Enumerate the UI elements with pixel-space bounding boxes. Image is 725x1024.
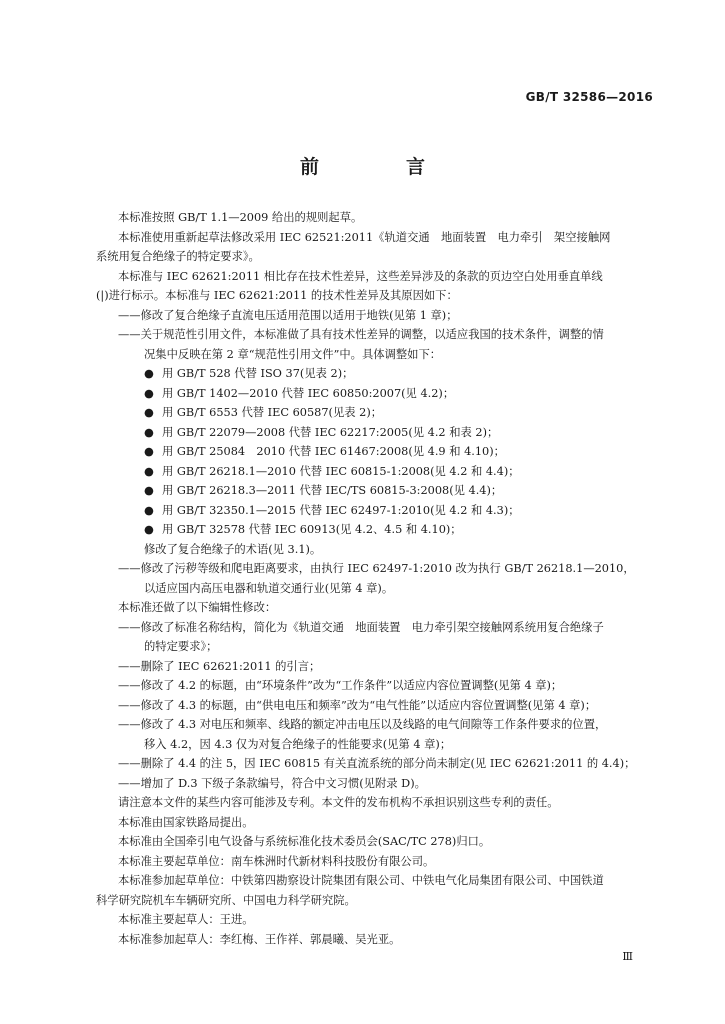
dash-list-continuation bbox=[96, 345, 656, 365]
line-text: 用 GB/T 6553 代替 IEC 60587(见表 2)； bbox=[162, 406, 383, 419]
line-text: 本标准参加起草人：李红梅、王作祥、郭晨曦、吴光亚。 bbox=[118, 932, 401, 946]
line-text: 本标准与 IEC 62621:2011 相比存在技术性差异，这些差异涉及的条款的页边空白处用垂直单线 bbox=[118, 269, 603, 283]
line-text: 用 GB/T 528 代替 ISO 37(见表 2)； bbox=[162, 367, 354, 380]
standard-code: GB/T 32586—2016 bbox=[525, 90, 653, 104]
line-text: 本标准主要起草单位：南车株洲时代新材料科技股份有限公司。 bbox=[118, 854, 435, 868]
paragraph-line bbox=[96, 208, 656, 228]
line-text: 本标准参加起草单位：中铁第四勘察设计院集团有限公司、中铁电气化局集团有限公司、中国铁道 bbox=[118, 874, 604, 887]
dash-list-item bbox=[96, 676, 656, 696]
line-text: ——增加了 D.3 下级子条款编号，符合中文习惯(见附录 D)。 bbox=[118, 776, 426, 790]
line-text: 本标准由全国牵引电气设备与系统标准化技术委员会(SAC/TC 278)归口。 bbox=[118, 835, 491, 848]
line-text: 况集中反映在第 2 章“规范性引用文件”中。具体调整如下： bbox=[144, 347, 442, 361]
line-text: 本标准还做了以下编辑性修改： bbox=[118, 601, 277, 614]
bullet-list-item bbox=[96, 442, 656, 462]
line-text: 用 GB/T 1402—2010 代替 IEC 60850:2007(见 4.2)； bbox=[162, 386, 455, 400]
bullet-icon: ● bbox=[144, 502, 154, 517]
line-text: 的特定要求》； bbox=[144, 640, 218, 653]
paragraph-continuation bbox=[96, 286, 656, 306]
dash-list-item bbox=[96, 715, 656, 735]
bullet-icon: ● bbox=[144, 424, 154, 439]
dash-list-item bbox=[96, 696, 656, 716]
paragraph-line bbox=[96, 228, 656, 248]
line-text: ——修改了标准名称结构，简化为《轨道交通 地面装置 电力牵引架空接触网系统用复合绝缘子 bbox=[118, 620, 604, 634]
paragraph-line bbox=[96, 832, 656, 852]
bullet-icon: ● bbox=[144, 366, 154, 380]
bullet-icon: ● bbox=[144, 385, 154, 400]
paragraph-continuation bbox=[96, 247, 656, 267]
line-text: ——修改了污秽等级和爬电距离要求，由执行 IEC 62497-1:2010 改为执行 GB/T 26218.1—2010， bbox=[118, 562, 635, 575]
bullet-list-item bbox=[96, 520, 656, 540]
line-text: ——修改了 4.2 的标题，由“环境条件”改为“工作条件”以适应内容位置调整(见第 4 章)； bbox=[118, 679, 563, 692]
dash-list-item bbox=[96, 559, 656, 579]
bullet-icon: ● bbox=[144, 444, 154, 458]
line-text: ——关于规范性引用文件，本标准做了具有技术性差异的调整，以适应我国的技术条件，调整的情 bbox=[118, 328, 604, 341]
line-text: 用 GB/T 26218.3—2011 代替 IEC/TS 60815-3:2008(见 4.4)； bbox=[162, 484, 503, 497]
dash-list-item bbox=[96, 618, 656, 638]
dash-list-item bbox=[96, 754, 656, 774]
line-text: 移入 4.2，因 4.3 仅为对复合绝缘子的性能要求(见第 4 章)； bbox=[144, 737, 452, 751]
dash-list-item bbox=[96, 325, 656, 345]
bullet-list-item bbox=[96, 384, 656, 404]
dash-list-item bbox=[96, 657, 656, 677]
foreword-body bbox=[96, 208, 656, 949]
paragraph-line bbox=[96, 852, 656, 872]
paragraph-continuation bbox=[96, 891, 656, 911]
line-text: 本标准主要起草人：王进。 bbox=[118, 913, 254, 926]
bullet-list-item bbox=[96, 364, 656, 384]
paragraph-line bbox=[96, 930, 656, 950]
line-text: 用 GB/T 22079—2008 代替 IEC 62217:2005(见 4.2 和表 2)； bbox=[162, 425, 499, 439]
line-text: ——修改了 4.3 的标题，由“供电电压和频率”改为“电气性能”以适应内容位置调整(见第 4 章)； bbox=[118, 698, 597, 712]
line-text: 用 GB/T 32350.1—2015 代替 IEC 62497-1:2010(见 4.2 和 4.3)； bbox=[162, 503, 520, 517]
line-text: 本标准由国家铁路局提出。 bbox=[118, 815, 254, 829]
bullet-list-item bbox=[96, 501, 656, 521]
line-text: ——删除了 4.4 的注 5，因 IEC 60815 有关直流系统的部分尚未制定(见 IEC 62621:2011 的 4.4)； bbox=[118, 757, 636, 770]
paragraph-line bbox=[96, 813, 656, 833]
bullet-icon: ● bbox=[144, 522, 154, 536]
bullet-list-item bbox=[96, 462, 656, 482]
dash-list-item bbox=[96, 774, 656, 794]
line-text: 以适应国内高压电器和轨道交通行业(见第 4 章)。 bbox=[144, 581, 394, 595]
bullet-list-item bbox=[96, 423, 656, 443]
line-text: 本标准按照 GB/T 1.1—2009 给出的规则起草。 bbox=[118, 211, 363, 224]
line-text: 本标准使用重新起草法修改采用 IEC 62521:2011《轨道交通 地面装置 电力牵引 架空接触网 bbox=[118, 230, 611, 244]
line-text: (|)进行标示。本标准与 IEC 62621:2011 的技术性差异及其原因如下： bbox=[96, 289, 458, 302]
paragraph-line bbox=[96, 871, 656, 891]
bullet-icon: ● bbox=[144, 483, 154, 497]
dash-list-continuation bbox=[96, 579, 656, 599]
line-text: 科学研究院机车车辆研究所、中国电力科学研究院。 bbox=[96, 893, 356, 907]
dash-list-continuation bbox=[96, 540, 656, 560]
paragraph-line bbox=[96, 910, 656, 930]
line-text: ——修改了复合绝缘子直流电压适用范围以适用于地铁(见第 1 章)； bbox=[118, 308, 458, 322]
paragraph-line bbox=[96, 598, 656, 618]
dash-list-continuation bbox=[96, 637, 656, 657]
page-title: 前 言 bbox=[299, 156, 459, 178]
page-number: Ⅲ bbox=[622, 950, 633, 963]
line-text: ——修改了 4.3 对电压和频率、线路的额定冲击电压以及线路的电气间隙等工作条件要求的位置， bbox=[118, 718, 607, 731]
bullet-icon: ● bbox=[144, 405, 154, 419]
bullet-list-item bbox=[96, 403, 656, 423]
line-text: ——删除了 IEC 62621:2011 的引言； bbox=[118, 659, 321, 673]
dash-list-continuation bbox=[96, 735, 656, 755]
bullet-icon: ● bbox=[144, 463, 154, 478]
line-text: 修改了复合绝缘子的术语(见 3.1)。 bbox=[144, 542, 322, 556]
bullet-list-item bbox=[96, 481, 656, 501]
paragraph-line bbox=[96, 267, 656, 287]
line-text: 请注意本文件的某些内容可能涉及专利。本文件的发布机构不承担识别这些专利的责任。 bbox=[118, 796, 559, 809]
line-text: 系统用复合绝缘子的特定要求》。 bbox=[96, 250, 260, 263]
line-text: 用 GB/T 32578 代替 IEC 60913(见 4.2、4.5 和 4.10)； bbox=[162, 523, 462, 536]
line-text: 用 GB/T 25084 2010 代替 IEC 61467:2008(见 4.9 和 4.10)； bbox=[162, 445, 505, 458]
paragraph-line bbox=[96, 793, 656, 813]
dash-list-item bbox=[96, 306, 656, 326]
line-text: 用 GB/T 26218.1—2010 代替 IEC 60815-1:2008(见 4.2 和 4.4)； bbox=[162, 464, 520, 478]
